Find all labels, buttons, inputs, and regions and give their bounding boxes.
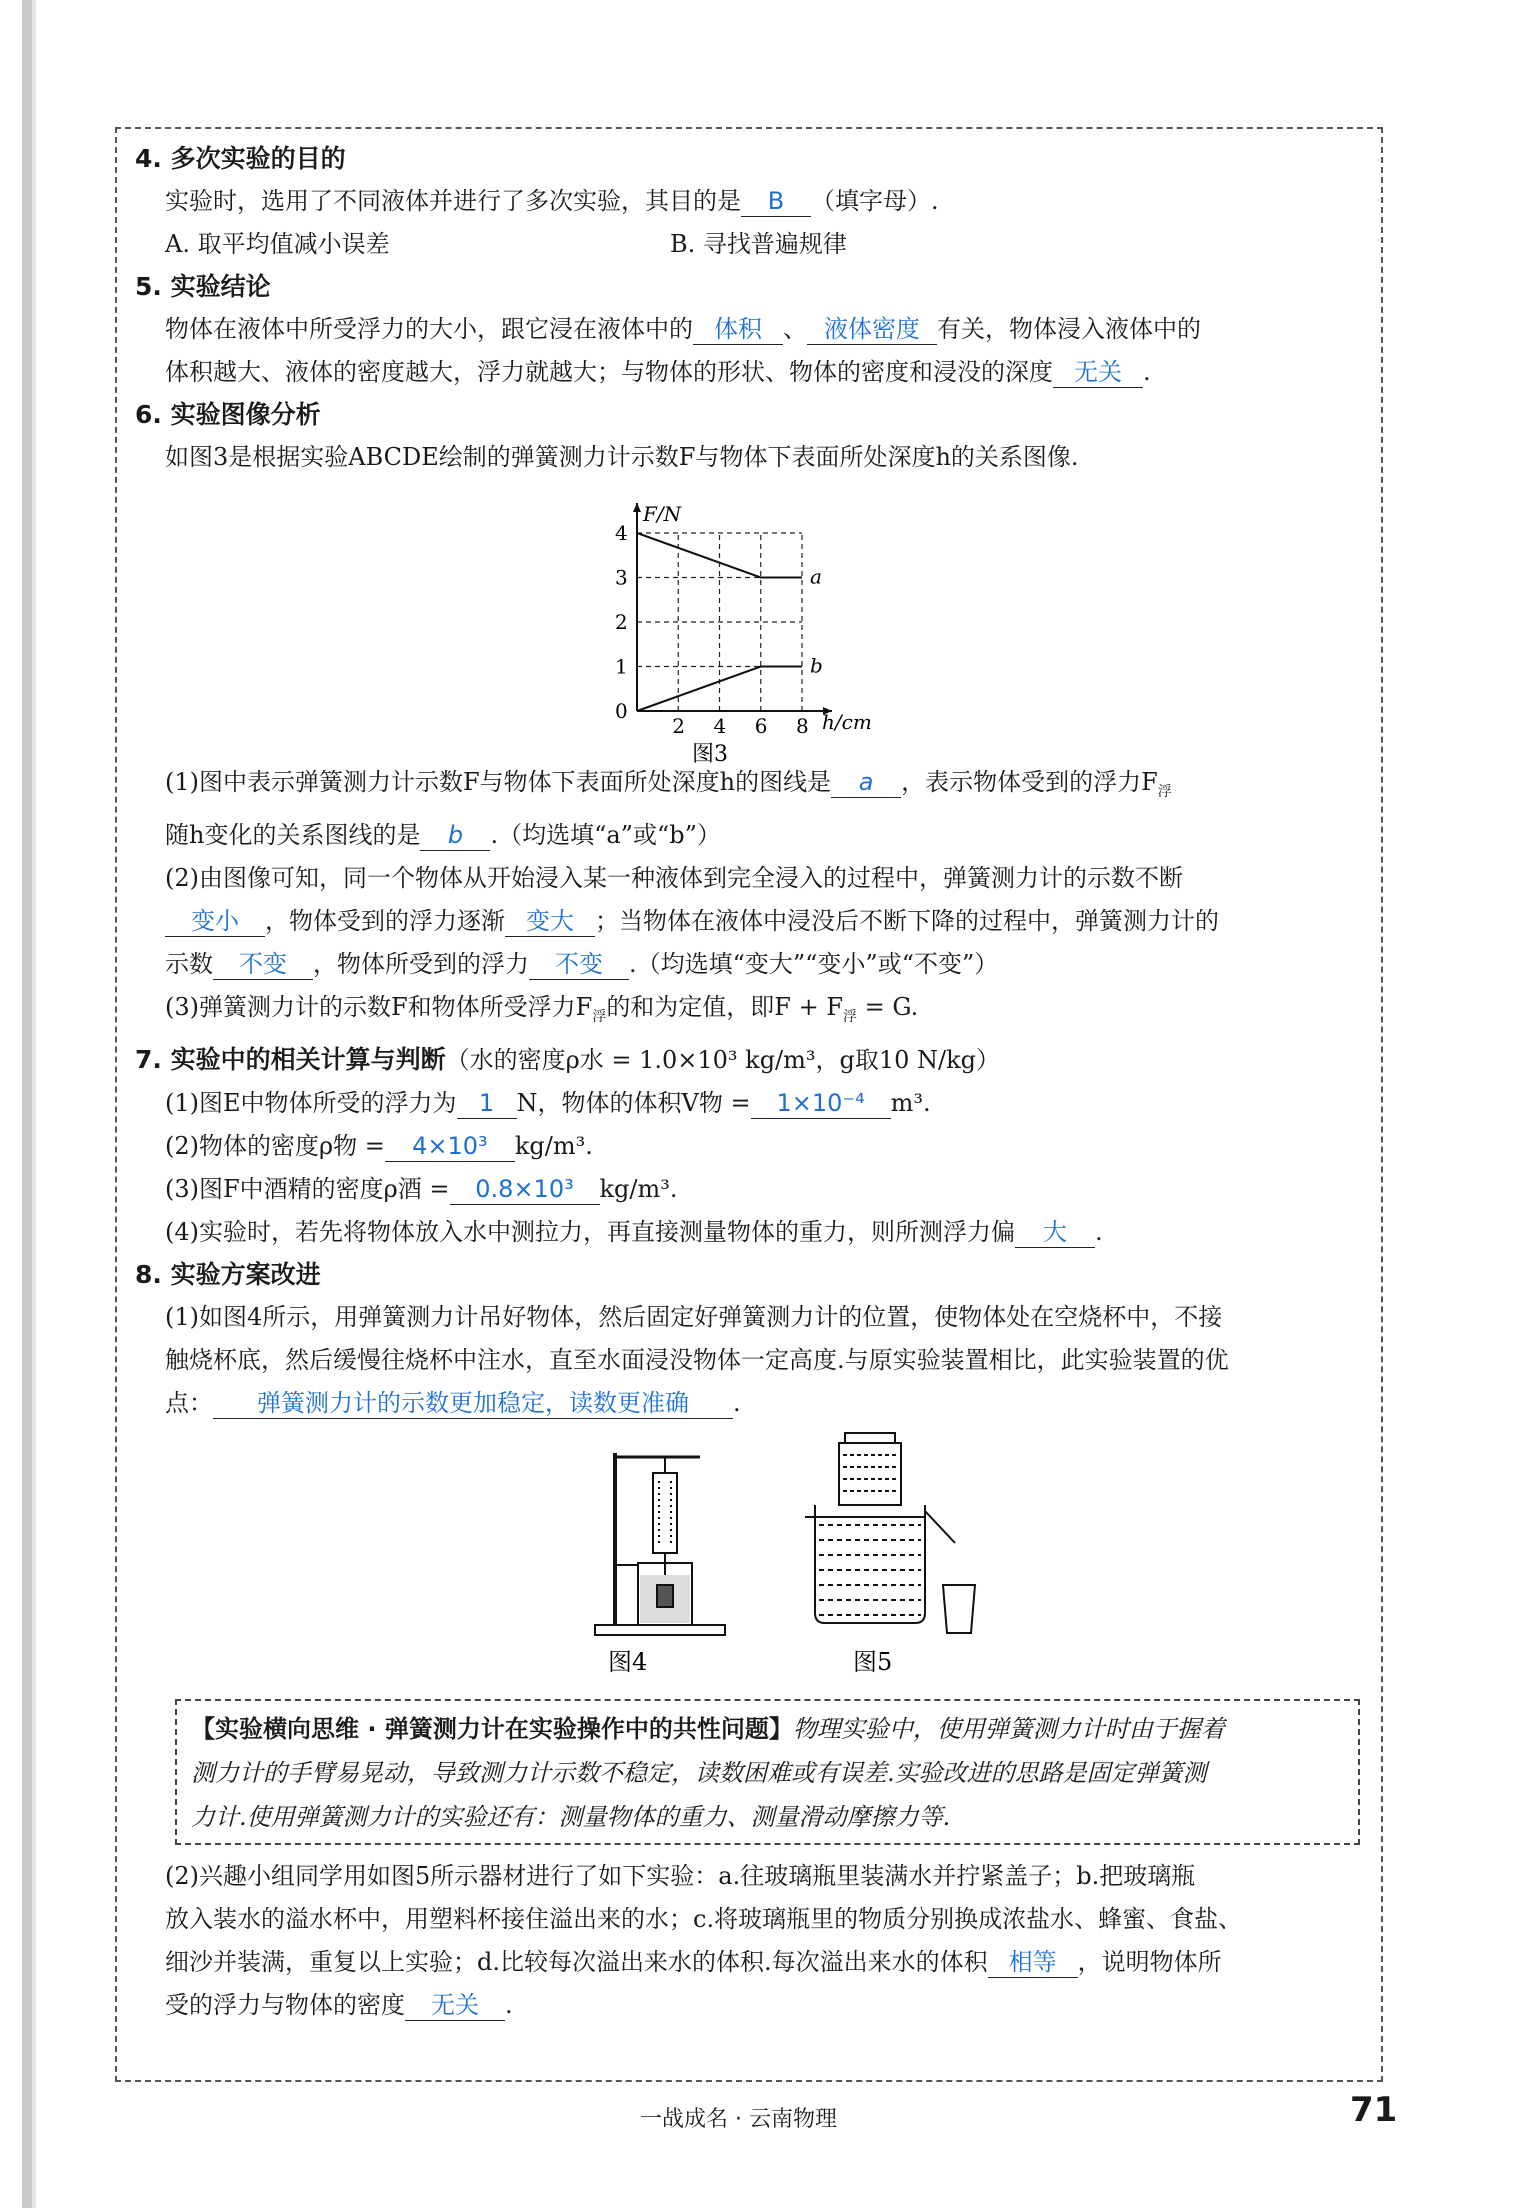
chart-title: 图3 bbox=[692, 742, 728, 767]
x-tick-label: 6 bbox=[754, 714, 768, 738]
s6-q3-sub2: 浮 bbox=[842, 1008, 857, 1025]
page-binding-shadow bbox=[32, 0, 36, 2208]
s7-q4-post: . bbox=[1095, 1217, 1103, 1246]
s7-q3 bbox=[135, 1168, 1370, 1211]
origin-label: 0 bbox=[615, 699, 628, 723]
s7-q1-answer-2: 1×10⁻⁴ bbox=[751, 1088, 891, 1119]
s4-option-a: A. 取平均值减小误差 bbox=[165, 230, 390, 258]
s8-q2-answer-2: 无关 bbox=[405, 1990, 505, 2021]
s6-q1-answer-2: b bbox=[420, 820, 490, 851]
s4-q-pre: 实验时，选用了不同液体并进行了多次实验，其目的是 bbox=[165, 187, 741, 215]
s7-q1-pre: (1)图E中物体所受的浮力为 bbox=[165, 1088, 457, 1117]
s7-q4-answer: 大 bbox=[1015, 1217, 1095, 1248]
s5-line-2 bbox=[135, 351, 1370, 394]
section-4-title: 4. 多次实验的目的 bbox=[135, 144, 346, 173]
s5-line1-pre: 物体在液体中所受浮力的大小，跟它浸在液体中的 bbox=[165, 315, 693, 343]
note-line-1 bbox=[191, 1707, 1346, 1751]
x-tick-label: 4 bbox=[713, 714, 727, 738]
s6-q2-mid2: ；当物体在液体中浸没后不断下降的过程中，弹簧测力计的 bbox=[595, 906, 1219, 935]
s8-q2-l4-post: . bbox=[505, 1990, 513, 2019]
series-label-a: a bbox=[810, 564, 822, 589]
s7-q2-pre: (2)物体的密度ρ物 = bbox=[165, 1131, 385, 1160]
s6-q3-sub: 浮 bbox=[592, 1008, 607, 1025]
s5-line1-post: 有关，物体浸入液体中的 bbox=[937, 315, 1201, 343]
s5-answer-2: 液体密度 bbox=[807, 314, 937, 345]
s6-q3-pre: (3)弹簧测力计的示数F和物体所受浮力F bbox=[165, 992, 593, 1021]
series-label-b: b bbox=[810, 653, 823, 678]
s8-q2-line3 bbox=[135, 1941, 1370, 1984]
y-tick-label: 2 bbox=[615, 610, 628, 634]
s6-q2-answer-4: 不变 bbox=[529, 949, 629, 980]
overflow-cup-figure bbox=[805, 1433, 975, 1633]
s6-q3 bbox=[135, 986, 1370, 1039]
s6-q1-line1 bbox=[135, 761, 1370, 814]
s4-options bbox=[135, 223, 1370, 266]
s6-q2-mid1: ，物体受到的浮力逐渐 bbox=[265, 906, 505, 935]
s7-q4-pre: (4)实验时，若先将物体放入水中测拉力，再直接测量物体的重力，则所测浮力偏 bbox=[165, 1217, 1015, 1246]
s5-line-1 bbox=[135, 308, 1370, 351]
y-tick-label: 4 bbox=[615, 521, 628, 545]
section-4-question bbox=[135, 180, 1370, 223]
s4-answer: B bbox=[741, 186, 811, 217]
section-6-title: 6. 实验图像分析 bbox=[135, 400, 321, 429]
s6-q1-line2-pre: 随h变化的关系图线的是 bbox=[165, 820, 421, 849]
page-number: 71 bbox=[1350, 2090, 1398, 2130]
s6-q2-answer-3: 不变 bbox=[213, 949, 313, 980]
y-axis-label: F/N bbox=[643, 502, 682, 526]
section-7-heading bbox=[135, 1039, 1370, 1082]
s7-q1-mid: N，物体的体积V物 = bbox=[516, 1088, 751, 1117]
s6-q2-answer-2: 变大 bbox=[505, 906, 595, 937]
s6-q1-sub: 浮 bbox=[1157, 783, 1172, 800]
s8-q2-answer-1: 相等 bbox=[988, 1947, 1078, 1978]
s8-q2-l3-post: ，说明物体所 bbox=[1077, 1947, 1222, 1976]
s8-q1-answer: 弹簧测力计的示数更加稳定，读数更准确 bbox=[213, 1388, 733, 1419]
s7-q3-answer: 0.8×10³ bbox=[450, 1174, 600, 1205]
s5-sep: 、 bbox=[783, 315, 807, 343]
y-tick-label: 3 bbox=[615, 565, 628, 590]
s8-q1-l3-pre: 点： bbox=[165, 1388, 213, 1417]
s8-q1-line3 bbox=[135, 1382, 1370, 1425]
s7-q1-post: m³. bbox=[890, 1088, 931, 1117]
apparatus-svg bbox=[590, 1425, 1110, 1680]
s8-q2-line4 bbox=[135, 1984, 1370, 2027]
s4-q-post: （填字母）. bbox=[811, 187, 939, 215]
s6-q2-post: .（均选填“变大”“变小”或“不变”） bbox=[629, 949, 999, 978]
section-8-title: 8. 实验方案改进 bbox=[135, 1259, 321, 1289]
s5-answer-1: 体积 bbox=[693, 314, 783, 345]
s7-q2-answer: 4×10³ bbox=[385, 1131, 515, 1162]
note-l1-text: 物理实验中，使用弹簧测力计时由于握着 bbox=[792, 1714, 1225, 1743]
s6-q1-line2 bbox=[135, 814, 1370, 857]
s4-option-b: B. 寻找普遍规律 bbox=[670, 230, 847, 258]
figure-5-caption: 图5 bbox=[853, 1647, 893, 1676]
s8-q1-post: . bbox=[733, 1388, 741, 1417]
s7-q2-post: kg/m³. bbox=[514, 1131, 593, 1160]
s7-q3-post: kg/m³. bbox=[599, 1174, 678, 1203]
spring-scale-stand-figure bbox=[595, 1453, 725, 1635]
s7-q3-pre: (3)图F中酒精的密度ρ酒 = bbox=[165, 1174, 450, 1203]
s6-intro: 如图3是根据实验ABCDE绘制的弹簧测力计示数F与物体下表面所处深度h的关系图像. bbox=[165, 443, 1079, 471]
section-5-title: 5. 实验结论 bbox=[135, 272, 271, 301]
y-tick-label: 1 bbox=[615, 654, 628, 679]
note-line-3: 力计.使用弹簧测力计的实验还有：测量物体的重力、测量滑动摩擦力等. bbox=[191, 1802, 951, 1831]
s8-q2-line1: (2)兴趣小组同学用如图5所示器材进行了如下实验：a.往玻璃瓶里装满水并拧紧盖子；b.把玻璃瓶 bbox=[165, 1861, 1196, 1890]
thinking-note-box bbox=[175, 1699, 1360, 1845]
s5-line2-pre: 体积越大、液体的密度越大，浮力就越大；与物体的形状、物体的密度和浸没的深度 bbox=[165, 358, 1053, 386]
figure-4-caption: 图4 bbox=[608, 1647, 648, 1676]
s8-q1-line1: (1)如图4所示，用弹簧测力计吊好物体，然后固定好弹簧测力计的位置，使物体处在空烧杯中，不接 bbox=[165, 1302, 1223, 1331]
s6-q1-post: .（均选填“a”或“b”） bbox=[490, 820, 721, 849]
s6-q2-line1: (2)由图像可知，同一个物体从开始浸入某一种液体到完全浸入的过程中，弹簧测力计的示数不断 bbox=[165, 863, 1183, 892]
chart-svg bbox=[595, 481, 872, 767]
s6-q3-post: = G. bbox=[856, 992, 919, 1021]
x-tick-label: 8 bbox=[796, 714, 809, 738]
page-content bbox=[135, 138, 1370, 2027]
s7-q1 bbox=[135, 1082, 1370, 1125]
note-title: 【实验横向思维 · 弹簧测力计在实验操作中的共性问题】 bbox=[191, 1714, 793, 1743]
s5-line2-post: . bbox=[1143, 358, 1151, 386]
figures-4-5 bbox=[135, 1425, 1370, 1683]
s6-q2-mid3: ，物体所受到的浮力 bbox=[313, 949, 529, 978]
s6-q3-mid: 的和为定值，即F + F bbox=[606, 992, 843, 1021]
s6-q2-line3 bbox=[135, 943, 1370, 986]
s6-q2-line2 bbox=[135, 900, 1370, 943]
figure-3 bbox=[135, 479, 1370, 767]
s7-q4 bbox=[135, 1211, 1370, 1254]
s8-q2-line2: 放入装水的溢水杯中，用塑料杯接住溢出来的水；c.将玻璃瓶里的物质分别换成浓盐水、蜂蜜、食盐、 bbox=[165, 1904, 1243, 1933]
section-7-title: 7. 实验中的相关计算与判断 bbox=[135, 1044, 446, 1074]
s5-answer-3: 无关 bbox=[1053, 357, 1143, 388]
section-7-note: （水的密度ρ水 = 1.0×10³ kg/m³，g取10 N/kg） bbox=[445, 1045, 1001, 1074]
s7-q1-answer-1: 1 bbox=[457, 1088, 517, 1119]
s6-q1-answer-1: a bbox=[831, 767, 901, 798]
s6-q1-pre: (1)图中表示弹簧测力计示数F与物体下表面所处深度h的图线是 bbox=[165, 768, 832, 796]
s6-q2-answer-1: 变小 bbox=[165, 906, 265, 937]
s8-q1-line2: 触烧杯底，然后缓慢往烧杯中注水，直至水面浸没物体一定高度.与原实验装置相比，此实验装置的优 bbox=[165, 1345, 1229, 1374]
note-line-2: 测力计的手臂易晃动，导致测力计示数不稳定，读数困难或有误差.实验改进的思路是固定弹簧测 bbox=[191, 1758, 1207, 1787]
y-axis-arrow bbox=[633, 503, 641, 512]
x-tick-label: 2 bbox=[672, 714, 685, 738]
s8-q2-l3-pre: 细沙并装满，重复以上实验；d.比较每次溢出来水的体积.每次溢出来水的体积 bbox=[165, 1947, 988, 1976]
x-axis-label: h/cm bbox=[822, 710, 872, 734]
page-binding-edge bbox=[22, 0, 32, 2208]
s6-q2-l3-pre: 示数 bbox=[165, 949, 213, 978]
s8-q2-l4-pre: 受的浮力与物体的密度 bbox=[165, 1990, 405, 2019]
footer-book-title: 一战成名 · 云南物理 bbox=[640, 2107, 837, 2132]
s6-q1-mid: ，表示物体受到的浮力F bbox=[901, 768, 1158, 796]
s7-q2 bbox=[135, 1125, 1370, 1168]
